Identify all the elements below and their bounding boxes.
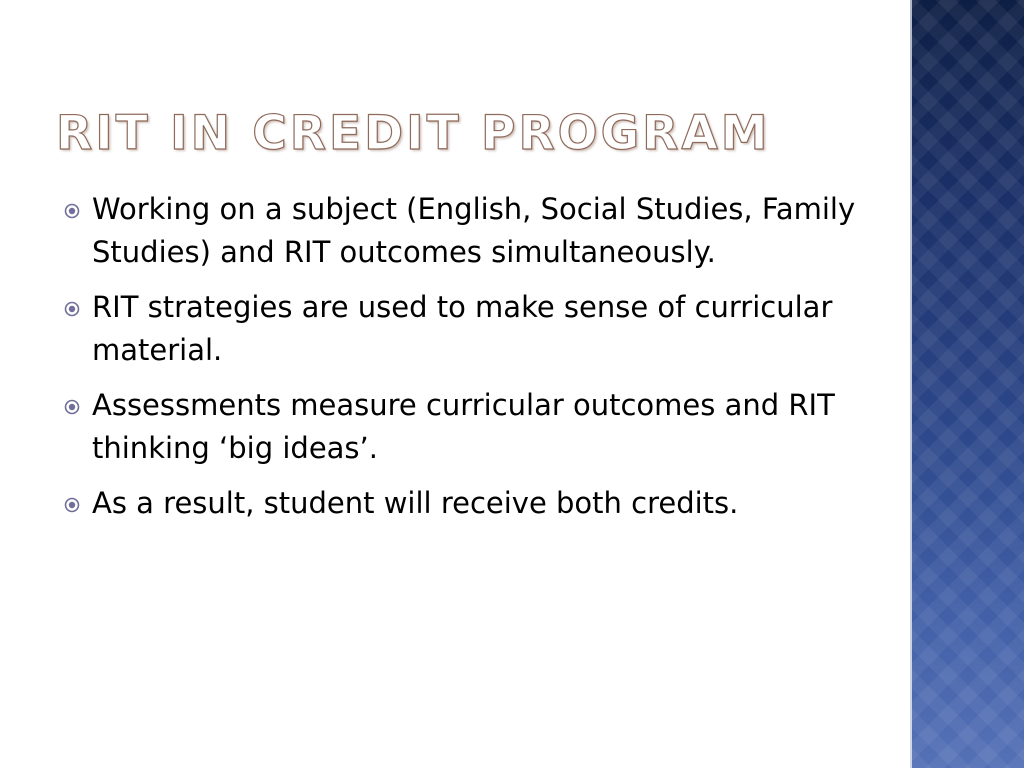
bullet-list	[64, 188, 864, 537]
bullet-text: Working on a subject (English, Social Studies, Family Studies) and RIT outcomes simultaneously.	[92, 192, 856, 269]
bullet-item	[64, 482, 864, 525]
circled-dot-icon	[64, 203, 80, 219]
bullet-text: Assessments measure curricular outcomes and RIT thinking ‘big ideas’.	[92, 388, 835, 465]
circled-dot-icon	[64, 399, 80, 415]
bullet-text: As a result, student will receive both credits.	[92, 486, 739, 520]
circled-dot-icon	[64, 497, 80, 513]
bullet-item	[64, 384, 864, 470]
circled-dot-icon	[64, 301, 80, 317]
decorative-side-panel	[912, 0, 1024, 768]
bullet-text: RIT strategies are used to make sense of curricular material.	[92, 290, 833, 367]
slide-title: RIT IN CREDIT PROGRAM	[56, 106, 771, 161]
bullet-item	[64, 286, 864, 372]
bullet-item	[64, 188, 864, 274]
